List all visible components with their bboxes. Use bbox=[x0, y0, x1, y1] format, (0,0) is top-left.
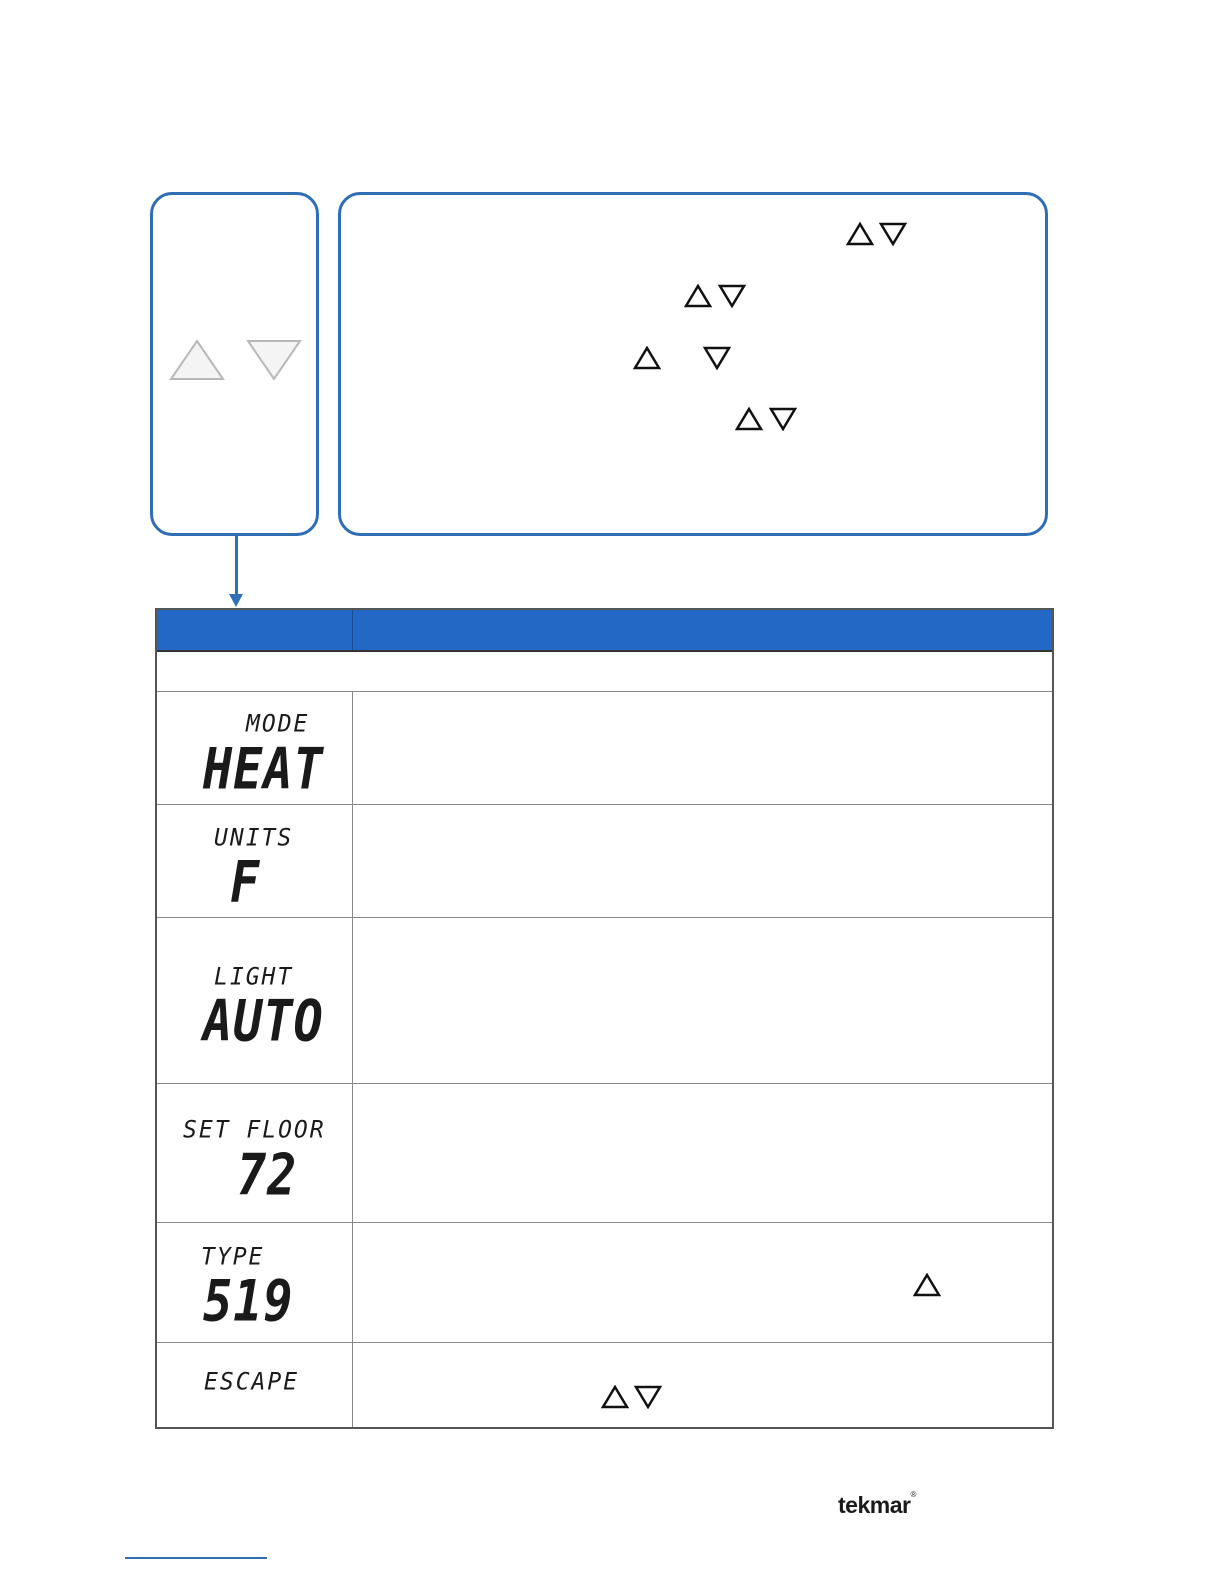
settings-table bbox=[155, 608, 1054, 1429]
lcd-cell bbox=[157, 918, 353, 1083]
table-row-set-floor bbox=[157, 1084, 1052, 1223]
lcd-cell bbox=[157, 1343, 353, 1427]
description-cell bbox=[353, 805, 1052, 917]
lcd-value: AUTO bbox=[203, 988, 324, 1055]
down-arrow-icon bbox=[718, 284, 746, 308]
logo-text: tekmar bbox=[838, 1492, 911, 1518]
tekmar-logo bbox=[838, 1492, 916, 1519]
description-cell bbox=[353, 1343, 1052, 1427]
table-row-escape bbox=[157, 1343, 1052, 1427]
footer-link-rule[interactable] bbox=[125, 1557, 267, 1559]
down-arrow-icon bbox=[634, 1385, 662, 1409]
description-cell bbox=[353, 692, 1052, 804]
lcd-cell bbox=[157, 1084, 353, 1222]
up-arrow-icon bbox=[913, 1273, 941, 1297]
description-cell bbox=[353, 1084, 1052, 1222]
button-panel bbox=[150, 192, 319, 536]
down-arrow-icon bbox=[879, 222, 907, 246]
up-arrow-icon bbox=[684, 284, 712, 308]
table-row-light bbox=[157, 918, 1052, 1084]
up-arrow-icon bbox=[633, 346, 661, 370]
lcd-label: LIGHT bbox=[214, 963, 294, 991]
down-arrow-icon bbox=[703, 346, 731, 370]
section-row bbox=[157, 652, 1052, 692]
lcd-cell bbox=[157, 805, 353, 917]
lcd-value: F bbox=[230, 849, 261, 916]
description-cell bbox=[353, 918, 1052, 1083]
table-row-type bbox=[157, 1223, 1052, 1343]
lcd-label: TYPE bbox=[201, 1243, 265, 1271]
lcd-value: HEAT bbox=[203, 736, 324, 803]
lcd-value: 519 bbox=[203, 1268, 294, 1335]
up-arrow-icon bbox=[846, 222, 874, 246]
up-button-icon[interactable] bbox=[168, 338, 226, 382]
up-arrow-icon bbox=[735, 407, 763, 431]
lcd-value: 72 bbox=[237, 1142, 298, 1209]
table-row-mode bbox=[157, 692, 1052, 805]
lcd-label: ESCAPE bbox=[204, 1368, 300, 1396]
lcd-label: SET FLOOR bbox=[183, 1116, 326, 1144]
instructions-panel bbox=[338, 192, 1048, 536]
lcd-cell bbox=[157, 1223, 353, 1342]
up-arrow-icon bbox=[601, 1385, 629, 1409]
description-cell bbox=[353, 1223, 1052, 1342]
lcd-label: UNITS bbox=[214, 824, 294, 852]
down-button-icon[interactable] bbox=[245, 338, 303, 382]
connector-arrowhead-icon bbox=[229, 594, 243, 607]
table-header bbox=[157, 610, 1052, 652]
table-row-units bbox=[157, 805, 1052, 918]
down-arrow-icon bbox=[769, 407, 797, 431]
lcd-cell bbox=[157, 692, 353, 804]
registered-mark: ® bbox=[910, 1490, 916, 1499]
lcd-label: MODE bbox=[246, 710, 310, 738]
connector-line bbox=[235, 536, 238, 596]
header-divider bbox=[352, 610, 353, 650]
